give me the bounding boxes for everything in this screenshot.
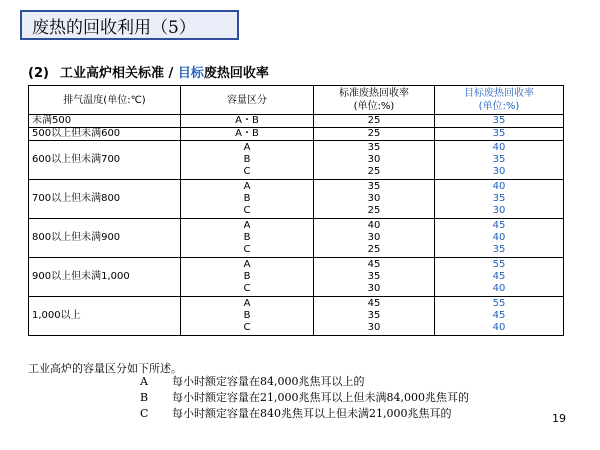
cell-capacity-value: C: [243, 244, 251, 255]
cell-target-rate: [435, 297, 564, 336]
cell-capacity-value: A: [243, 259, 251, 270]
slide-title: [20, 10, 239, 40]
cell-target-rate-value: 35: [492, 193, 506, 204]
cell-standard-rate-value: 45: [367, 298, 381, 309]
cell-capacity: [181, 141, 314, 180]
table-row: [29, 297, 564, 336]
table-row: [29, 128, 564, 141]
cell-target-rate-value: 55: [492, 259, 506, 270]
cell-target-rate: [435, 258, 564, 297]
header-exhaust-temp: 排气温度(单位:℃): [29, 86, 181, 115]
cell-standard-rate-value: 30: [367, 193, 381, 204]
cell-target-rate-value: 30: [492, 205, 506, 216]
cell-exhaust-temp: 700以上但未满800: [29, 180, 181, 219]
cell-standard-rate-value: 25: [367, 205, 381, 216]
cell-standard-rate-value: 35: [367, 310, 381, 321]
cell-capacity: [181, 297, 314, 336]
cell-capacity-value: C: [243, 205, 251, 216]
cell-target-rate-value: 40: [492, 283, 506, 294]
cell-capacity: [181, 219, 314, 258]
cell-capacity-value: A・B: [235, 115, 259, 126]
cell-exhaust-temp: 800以上但未满900: [29, 219, 181, 258]
cell-target-rate-value: 35: [492, 115, 506, 126]
cell-capacity-value: A: [243, 142, 251, 153]
slide-title-text: 废热的回收利用（5）: [32, 17, 196, 38]
note-item-b: B 每小时额定容量在21,000兆焦耳以上但未满84,000兆焦耳的: [140, 391, 469, 404]
cell-capacity-value: A: [243, 220, 251, 231]
note-item-a: A 每小时额定容量在84,000兆焦耳以上的: [140, 375, 365, 388]
cell-standard-rate: [314, 219, 435, 258]
cell-standard-rate: [314, 297, 435, 336]
cell-standard-rate-value: 30: [367, 232, 381, 243]
cell-capacity-value: C: [243, 283, 251, 294]
cell-capacity-value: B: [243, 193, 251, 204]
cell-target-rate-value: 45: [492, 220, 506, 231]
cell-target-rate-value: 40: [492, 181, 506, 192]
note-item-c: C 每小时额定容量在840兆焦耳以上但未满21,000兆焦耳的: [140, 407, 452, 420]
cell-target-rate-value: 45: [492, 310, 506, 321]
cell-capacity-value: A: [243, 181, 251, 192]
table-header-row: [29, 86, 564, 115]
header-capacity: 容量区分: [181, 86, 314, 115]
section-heading: [28, 62, 269, 81]
cell-standard-rate: [314, 180, 435, 219]
cell-capacity-value: B: [243, 232, 251, 243]
note-list: [140, 374, 469, 422]
cell-exhaust-temp: 500以上但未满600: [29, 128, 181, 141]
cell-capacity-value: C: [243, 166, 251, 177]
cell-standard-rate: [314, 258, 435, 297]
recovery-rate-table: [28, 85, 564, 336]
cell-standard-rate-value: 25: [367, 128, 381, 139]
cell-standard-rate-value: 25: [367, 115, 381, 126]
cell-target-rate: [435, 180, 564, 219]
cell-standard-rate-value: 45: [367, 259, 381, 270]
cell-standard-rate-value: 40: [367, 220, 381, 231]
cell-standard-rate-value: 30: [367, 154, 381, 165]
cell-standard-rate-value: 35: [367, 271, 381, 282]
cell-target-rate-value: 40: [492, 142, 506, 153]
cell-standard-rate: [314, 128, 435, 141]
cell-standard-rate: [314, 115, 435, 128]
cell-target-rate-value: 45: [492, 271, 506, 282]
cell-capacity: [181, 258, 314, 297]
cell-standard-rate-value: 30: [367, 322, 381, 333]
section-text-blue: 目标: [177, 66, 204, 81]
cell-capacity: [181, 115, 314, 128]
cell-standard-rate-value: 25: [367, 244, 381, 255]
cell-capacity-value: C: [243, 322, 251, 333]
section-number: (2): [28, 66, 49, 81]
cell-target-rate-value: 30: [492, 166, 506, 177]
cell-standard-rate-value: 25: [367, 166, 381, 177]
table-row: [29, 258, 564, 297]
cell-target-rate-value: 40: [492, 322, 506, 333]
section-text-before: 工业高炉相关标准 /: [60, 66, 178, 81]
cell-exhaust-temp: 未满500: [29, 115, 181, 128]
cell-standard-rate-value: 30: [367, 283, 381, 294]
table-row: [29, 219, 564, 258]
cell-target-rate: [435, 219, 564, 258]
cell-capacity-value: B: [243, 271, 251, 282]
cell-standard-rate-value: 35: [367, 181, 381, 192]
cell-target-rate: [435, 141, 564, 180]
table-body: [29, 115, 564, 336]
cell-exhaust-temp: 900以上但未满1,000: [29, 258, 181, 297]
page-number: 19: [552, 412, 566, 425]
note-intro: 工业高炉的容量区分如下所述。: [28, 362, 182, 375]
cell-target-rate: [435, 128, 564, 141]
cell-capacity-value: A・B: [235, 128, 259, 139]
cell-capacity-value: B: [243, 154, 251, 165]
section-text-after: 废热回收率: [203, 66, 269, 81]
table-row: [29, 180, 564, 219]
header-standard-rate: 标准废热回收率 (单位:%): [314, 86, 435, 115]
cell-target-rate: [435, 115, 564, 128]
cell-target-rate-value: 35: [492, 128, 506, 139]
cell-exhaust-temp: 1,000以上: [29, 297, 181, 336]
cell-capacity: [181, 180, 314, 219]
cell-capacity: [181, 128, 314, 141]
cell-target-rate-value: 40: [492, 232, 506, 243]
header-target-rate: 目标废热回收率 (单位:%): [435, 86, 564, 115]
cell-target-rate-value: 35: [492, 154, 506, 165]
cell-exhaust-temp: 600以上但未满700: [29, 141, 181, 180]
table-row: [29, 115, 564, 128]
table-row: [29, 141, 564, 180]
cell-capacity-value: A: [243, 298, 251, 309]
cell-standard-rate: [314, 141, 435, 180]
cell-standard-rate-value: 35: [367, 142, 381, 153]
cell-capacity-value: B: [243, 310, 251, 321]
cell-target-rate-value: 55: [492, 298, 506, 309]
cell-target-rate-value: 35: [492, 244, 506, 255]
